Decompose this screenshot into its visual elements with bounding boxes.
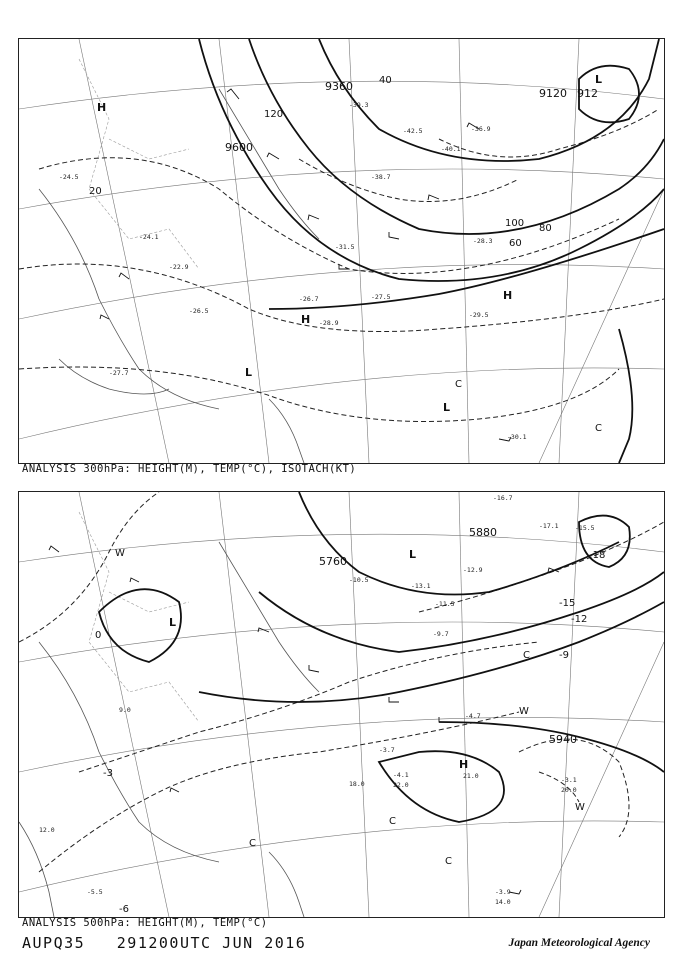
isotherm-labels: [95, 550, 605, 915]
temperature-obs: -9.7: [433, 630, 449, 638]
low-center: L: [409, 548, 417, 561]
dewpoint-obs: 9.0: [119, 706, 131, 714]
isotach-label: 60: [509, 238, 522, 249]
temperature-obs: -26.7: [299, 295, 319, 303]
wind-barbs: [49, 546, 559, 894]
height-label: 9600: [225, 141, 253, 154]
temperature-obs: -27.5: [371, 293, 391, 301]
dewpoint-obs: 14.0: [495, 898, 511, 906]
map-300hpa: [19, 39, 664, 463]
wind-barbs: [100, 89, 511, 441]
temperature-obs: -12.9: [463, 566, 483, 574]
valid-time: 291200UTC JUN 2016: [116, 934, 307, 952]
warm-center: W: [519, 706, 529, 717]
isotherm-label: -15: [559, 598, 576, 609]
temperature-obs: -10.5: [349, 576, 369, 584]
cold-center: C: [389, 816, 396, 827]
temperature-obs: -16.7: [493, 494, 513, 502]
temperature-obs: -38.7: [371, 173, 391, 181]
temperature-obs: -15.5: [575, 524, 595, 532]
isotach-label: 100: [505, 218, 525, 229]
temperature-obs: -39.3: [349, 101, 369, 109]
cold-center: C: [445, 856, 452, 867]
temperature-obs: -29.5: [469, 311, 489, 319]
height-label: 912: [577, 87, 598, 100]
temperature-obs: -28.3: [473, 237, 493, 245]
temperature-obs: -36.9: [471, 125, 491, 133]
isotherm-label: -9: [559, 650, 569, 661]
graticule: [19, 39, 664, 463]
height-contours: [99, 492, 664, 822]
high-center: H: [503, 289, 513, 302]
isotherm-label: -18: [589, 550, 606, 561]
low-center: L: [443, 401, 451, 414]
temperature-obs: -17.1: [539, 522, 559, 530]
temperature-obs: -42.5: [403, 127, 423, 135]
warm-center: W: [115, 548, 125, 559]
isotherm-label: -3: [103, 768, 113, 779]
caption-300hpa: ANALYSIS 300hPa: HEIGHT(M), TEMP(°C), ISOTACH(KT): [22, 463, 357, 475]
height-label: 5880: [469, 526, 497, 539]
temperature-obs: -30.1: [507, 433, 527, 441]
warm-center: W: [575, 802, 585, 813]
dewpoint-obs: 20.0: [561, 786, 577, 794]
temperature-observations: [59, 101, 527, 441]
temperature-obs: -24.1: [139, 233, 159, 241]
chart-300hpa: [18, 38, 665, 464]
temperature-obs: -3.9: [495, 888, 511, 896]
low-center: L: [595, 73, 603, 86]
high-center: H: [97, 101, 107, 114]
low-center: L: [169, 616, 177, 629]
dewpoint-obs: 12.0: [39, 826, 55, 834]
product-header: [22, 934, 306, 952]
height-label: 9120: [539, 87, 567, 100]
caption-500hpa: ANALYSIS 500hPa: HEIGHT(M), TEMP(°C): [22, 917, 268, 929]
dewpoint-obs: 22.0: [393, 781, 409, 789]
isotherm-label: 0: [95, 630, 102, 641]
cold-center: C: [523, 650, 530, 661]
temperature-obs: -24.5: [59, 173, 79, 181]
temperature-obs: -31.5: [335, 243, 355, 251]
dewpoint-obs: 21.0: [463, 772, 479, 780]
product-code: AUPQ35: [22, 934, 86, 952]
agency-name: Japan Meteorological Agency: [508, 937, 650, 949]
cold-center: C: [455, 379, 462, 390]
height-contours: [199, 39, 664, 463]
isotherm-label: -12: [571, 614, 588, 625]
cold-center: C: [249, 838, 256, 849]
temperature-obs: -11.5: [435, 600, 455, 608]
pressure-centers: [115, 548, 588, 867]
chart-500hpa: [18, 491, 665, 918]
isotach-label: 120: [264, 109, 284, 120]
temperature-obs: -27.7: [109, 369, 129, 377]
temperature-obs: -40.1: [441, 145, 461, 153]
map-500hpa: [19, 492, 664, 917]
isotherm-label: -6: [119, 904, 129, 915]
dewpoint-observations: [39, 706, 577, 906]
isotach-label: 40: [379, 75, 392, 86]
cold-center: C: [595, 423, 602, 434]
pressure-centers: [97, 73, 602, 434]
temperature-obs: -22.9: [169, 263, 189, 271]
height-label: 9360: [325, 80, 353, 93]
temperature-obs: -3.7: [379, 746, 395, 754]
height-label: 5760: [319, 555, 347, 568]
low-center: L: [245, 366, 253, 379]
temperature-obs: -3.1: [561, 776, 577, 784]
dewpoint-obs: 18.0: [349, 780, 365, 788]
temperature-obs: -28.9: [319, 319, 339, 327]
high-center: H: [459, 758, 469, 771]
height-label: 5940: [549, 733, 577, 746]
isotach-label: 80: [539, 223, 552, 234]
isotach-label: 20: [89, 186, 102, 197]
temperature-obs: -4.1: [393, 771, 409, 779]
coastlines: [19, 512, 319, 917]
high-center: H: [301, 313, 311, 326]
temperature-obs: -5.5: [87, 888, 103, 896]
temperature-obs: -4.7: [465, 712, 481, 720]
temperature-obs: -26.5: [189, 307, 209, 315]
temperature-obs: -13.1: [411, 582, 431, 590]
